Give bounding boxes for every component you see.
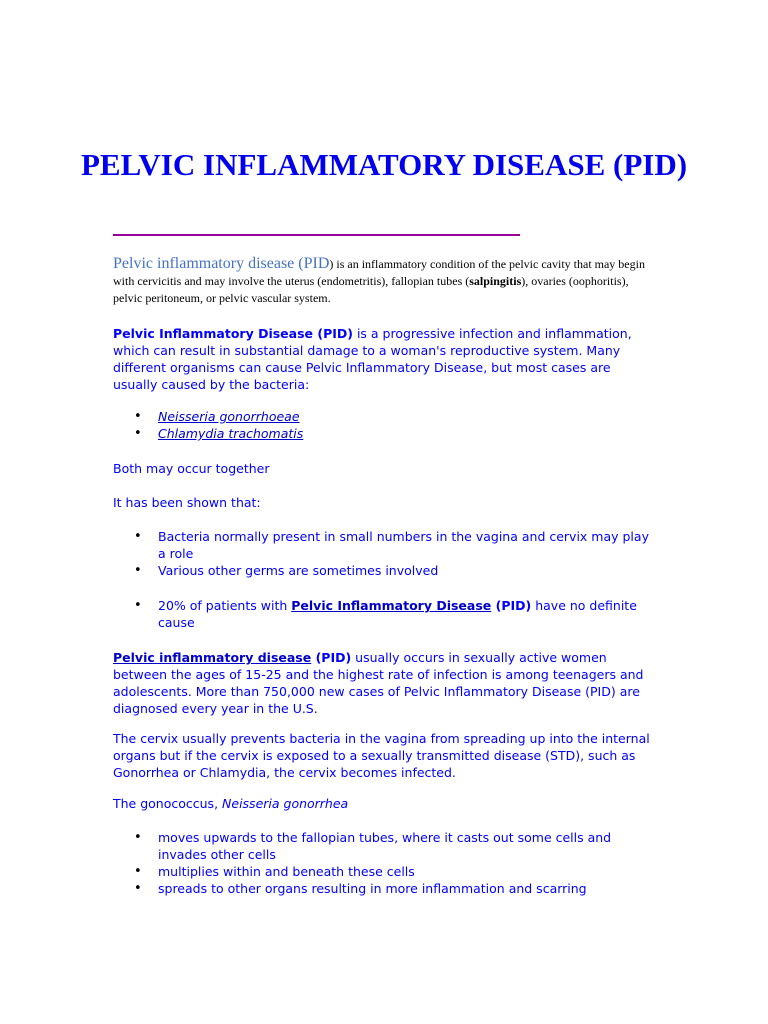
title-divider: [113, 234, 520, 236]
list-item: [113, 408, 658, 425]
bacteria-list: [113, 408, 658, 442]
intro-bold-term: salpingitis: [469, 274, 522, 288]
bacteria-link-2[interactable]: Chlamydia trachomatis: [158, 426, 304, 441]
occurrence-bold-text: (PID): [311, 650, 352, 665]
intro-text-1: ) is an inflammatory condition of the pelvic cavity that may begin with cervicitis and may involve the uterus (endometritis), fallopian tubes (: [113, 257, 645, 288]
list-item: • Various other germs are sometimes involved: [113, 562, 658, 579]
intro-lead: Pelvic inflammatory disease (PID: [113, 255, 330, 272]
co-occurrence-paragraph: Both may occur together: [113, 461, 270, 476]
gonococcus-text: The gonococcus,: [113, 796, 223, 811]
intro-text-2: ), ovaries (oophoritis), pelvic peritoneum, or pelvic vascular system.: [113, 274, 629, 305]
statistic-list: [113, 597, 658, 631]
stat-pre-text: 20% of patients with: [158, 598, 292, 613]
cervix-paragraph: The cervix usually prevents bacteria in the vagina from spreading up into the internal organs but if the cervix is exposed to a sexually transmitted disease (STD), such as Gonorrhea or Chlamydia, the cervix becomes infected.: [113, 731, 650, 780]
stat-bold-text: (PID): [491, 598, 532, 613]
list-item: • moves upwards to the fallopian tubes, where it casts out some cells and invades other cells: [113, 829, 658, 863]
occurrence-paragraph: [113, 649, 658, 717]
shown-that-list: [113, 528, 658, 579]
pid-link-2[interactable]: Pelvic inflammatory disease: [113, 650, 312, 665]
pid-description-paragraph: [113, 325, 658, 393]
gonococcus-italic: Neisseria gonorrhea: [222, 796, 349, 811]
bacteria-link-1[interactable]: Neisseria gonorrhoeae: [158, 409, 300, 424]
pid-description-text: is a progressive infection and inflammation, which can result in substantial damage to a woman's reproductive system. Many different organisms can cause Pelvic Inflammatory Disease, but most cases are usually caused by the bacteria:: [113, 326, 632, 392]
shown-that-paragraph: It has been shown that:: [113, 495, 261, 510]
list-item: • Bacteria normally present in small numbers in the vagina and cervix may play a role: [113, 528, 658, 562]
list-item: [113, 597, 658, 631]
list-item: • multiplies within and beneath these cells: [113, 863, 658, 880]
gonococcus-paragraph: [113, 795, 658, 812]
intro-paragraph: [113, 255, 658, 307]
pid-link[interactable]: Pelvic Inflammatory Disease: [291, 598, 492, 613]
gonococcus-list: [113, 829, 658, 897]
list-item: • spreads to other organs resulting in more inflammation and scarring: [113, 880, 658, 897]
pid-bold-term: Pelvic Inflammatory Disease (PID): [113, 326, 353, 341]
occurrence-text: usually occurs in sexually active women between the ages of 15-25 and the highest rate of infection is among teenagers and adolescents. More than 750,000 new cases of Pelvic Inflammatory Disease (PID) are diagnosed every year in the U.S.: [113, 650, 644, 716]
list-item: [113, 425, 658, 442]
stat-post-text: have no definite cause: [158, 598, 637, 630]
page-title: PELVIC INFLAMMATORY DISEASE (PID): [80, 147, 688, 182]
